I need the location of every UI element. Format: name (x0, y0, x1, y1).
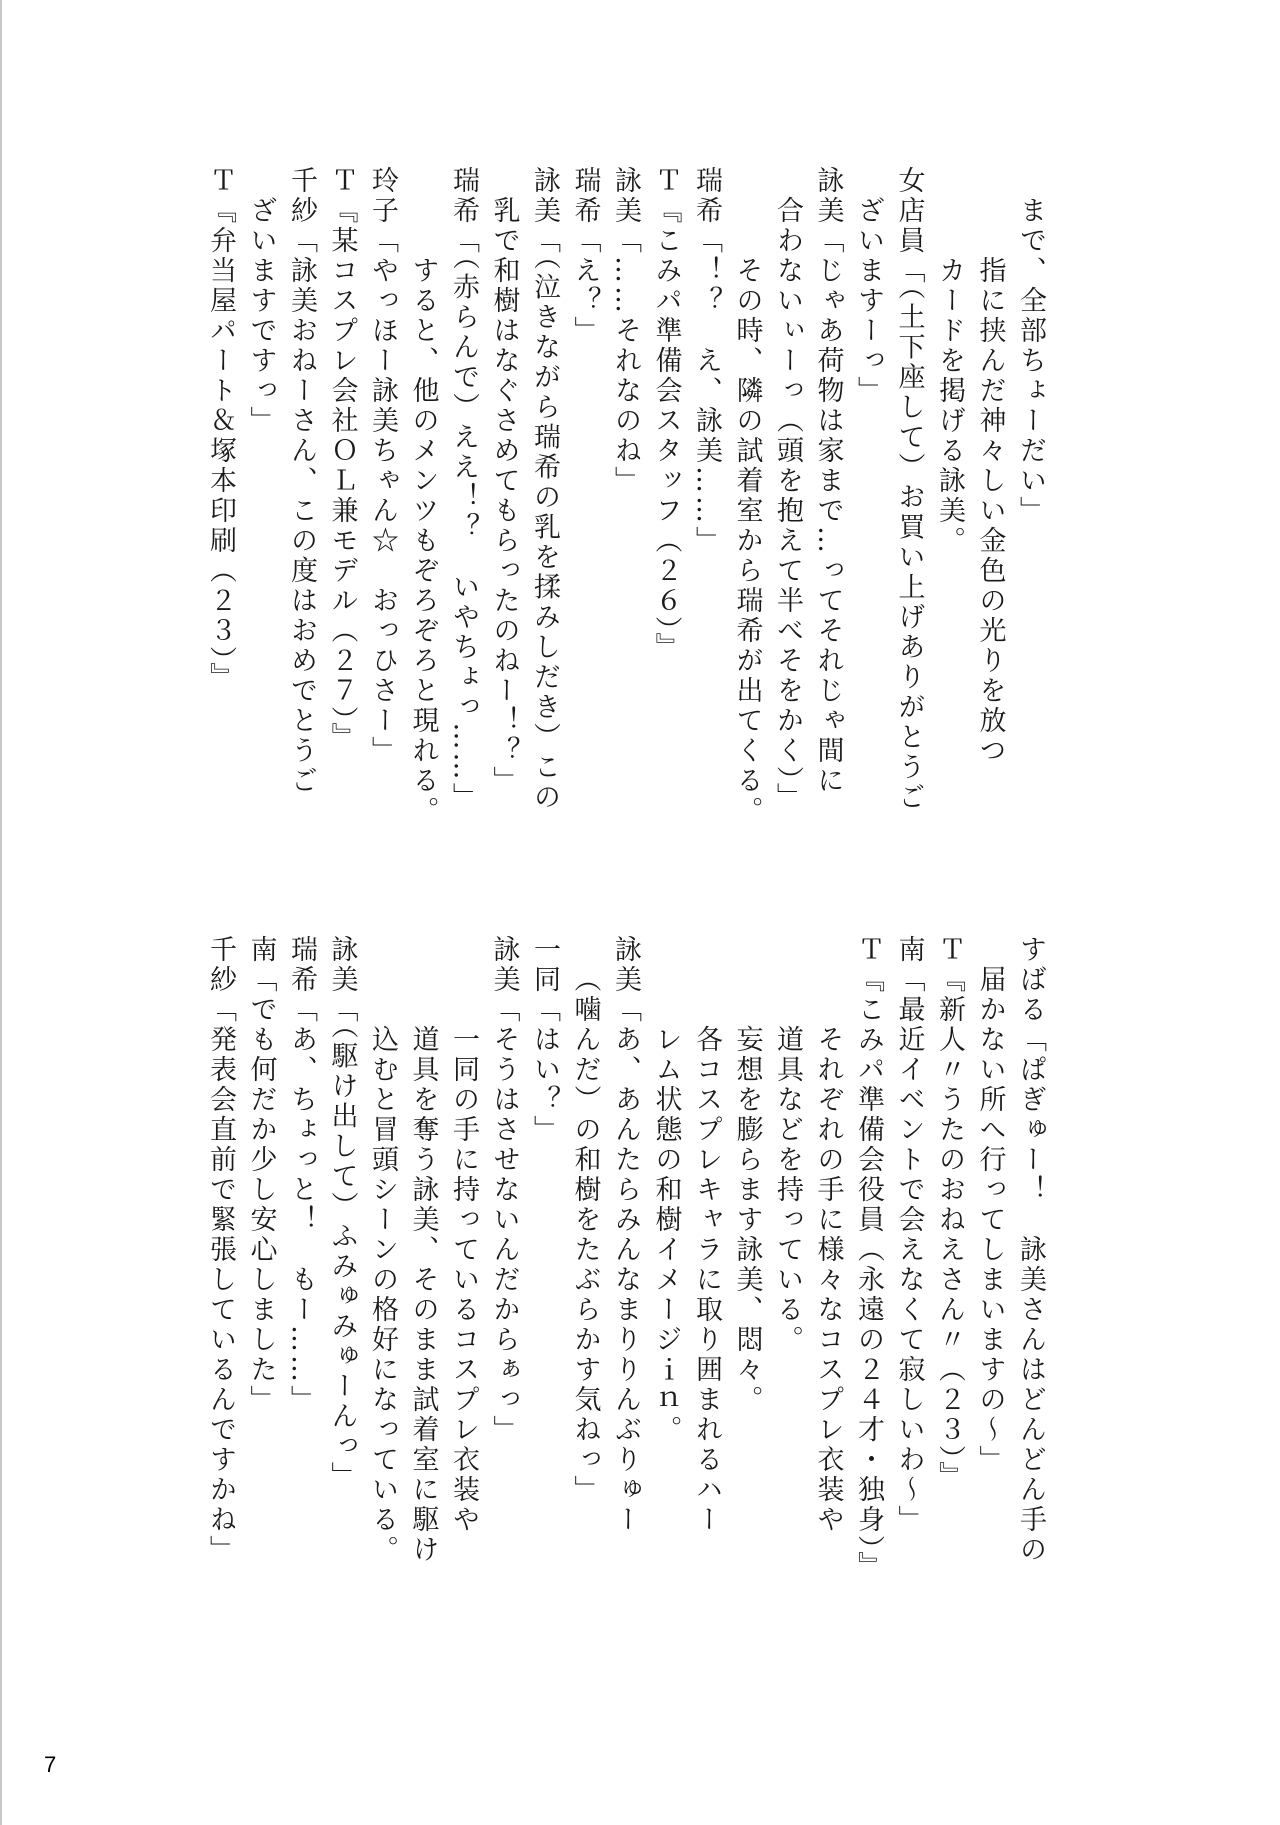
script-line: 詠美「あ、あんたらみんなまりりんぶりゅー (610, 935, 641, 1535)
script-line: すばる「ぱぎゅー！ 詠美さんはどんどん手の (1015, 935, 1046, 1565)
script-line: 合わないぃーっ（頭を抱えて半べそをかく）」 (772, 196, 803, 813)
scan-edge-line (0, 0, 2, 1825)
script-line: 女店員「（土下座して）お買い上げありがとうご (893, 166, 925, 813)
script-line: 南「最近イベントで会えなくて寂しいわ～」 (893, 935, 925, 1535)
script-line: レム状態の和樹イメージｉｎ。 (650, 1025, 682, 1445)
script-line: 詠美「そうはさせないんだからぁっ」 (488, 935, 520, 1445)
script-line: 南「でも何だか少し安心しました」 (245, 935, 277, 1415)
script-line: 各コスプレキャラに取り囲まれるハー (691, 1025, 722, 1535)
page-number: 7 (44, 1752, 57, 1777)
script-line: 千紗「発表会直前で緊張しているんですかね」 (205, 935, 236, 1565)
script-block-top (200, 166, 1051, 826)
script-line: 玲子「やっほー詠美ちゃん☆ おっひさー」 (367, 166, 398, 766)
script-block-bottom (200, 935, 1051, 1585)
script-line: 詠美「（泣きながら瑞希の乳を揉みしだき）この (529, 166, 560, 813)
script-line: Ｔ『こみパ準備会役員（永遠の２４才・独身）』 (853, 935, 884, 1582)
script-line: ざいますですっ」 (245, 196, 277, 436)
script-line: ざいますーっ」 (853, 196, 884, 406)
script-line: 指に挟んだ神々しい金色の光りを放つ (974, 256, 1006, 766)
script-line: 詠美「じゃあ荷物は家まで…ってそれじゃ間に (812, 166, 844, 796)
script-line: 道具などを持っている。 (772, 1025, 803, 1355)
script-line: 乳で和樹はなぐさめてもらったのねー！？」 (488, 196, 520, 796)
script-line: その時、隣の試着室から瑞希が出てくる。 (731, 256, 763, 826)
script-line: 込むと冒頭シーンの格好になっている。 (367, 1025, 398, 1565)
script-line: 届かない所へ行ってしまいますの～」 (974, 965, 1006, 1475)
script-line: （噛んだ）の和樹をたぶらかす気ねっ」 (569, 965, 601, 1505)
script-line: 道具を奪う詠美、そのまま試着室に駆け (407, 1025, 439, 1565)
script-line: 瑞希「！？ え、詠美……」 (691, 166, 722, 556)
script-line: Ｔ『こみパ準備会スタッフ（２６）』 (650, 166, 682, 663)
script-line: Ｔ『某コスプレ会社ＯＬ兼モデル（２７）』 (326, 166, 358, 753)
script-line: 瑞希「（赤らんで）ええ！？ いやちょっ……」 (448, 166, 479, 813)
script-line: 一同の手に持っているコスプレ衣装や (448, 1025, 479, 1535)
script-line: 一同「はい？」 (529, 935, 560, 1145)
script-line: すると、他のメンツもぞろぞろと現れる。 (407, 256, 439, 826)
script-line: 瑞希「あ、ちょっと！ もー……」 (286, 935, 317, 1415)
script-line: 千紗「詠美おねーさん、この度はおめでとうご (286, 166, 317, 796)
script-line: それぞれの手に様々なコスプレ衣装や (812, 1025, 844, 1535)
script-line: まで、全部ちょーだい」 (1015, 196, 1046, 526)
script-line: 詠美「……それなのね」 (610, 166, 641, 496)
script-line: 瑞希「え？」 (569, 166, 601, 346)
script-line: Ｔ『弁当屋パート＆塚本印刷（２３）』 (205, 166, 236, 693)
script-line: カードを掲げる詠美。 (934, 256, 965, 556)
script-line: Ｔ『新人〃うたのおねえさん〃（２３）』 (934, 935, 965, 1492)
script-line: 詠美「（駆け出して）ふみゅみゅーんっ」 (326, 935, 358, 1492)
script-line: 妄想を膨らます詠美、悶々。 (731, 1025, 763, 1415)
